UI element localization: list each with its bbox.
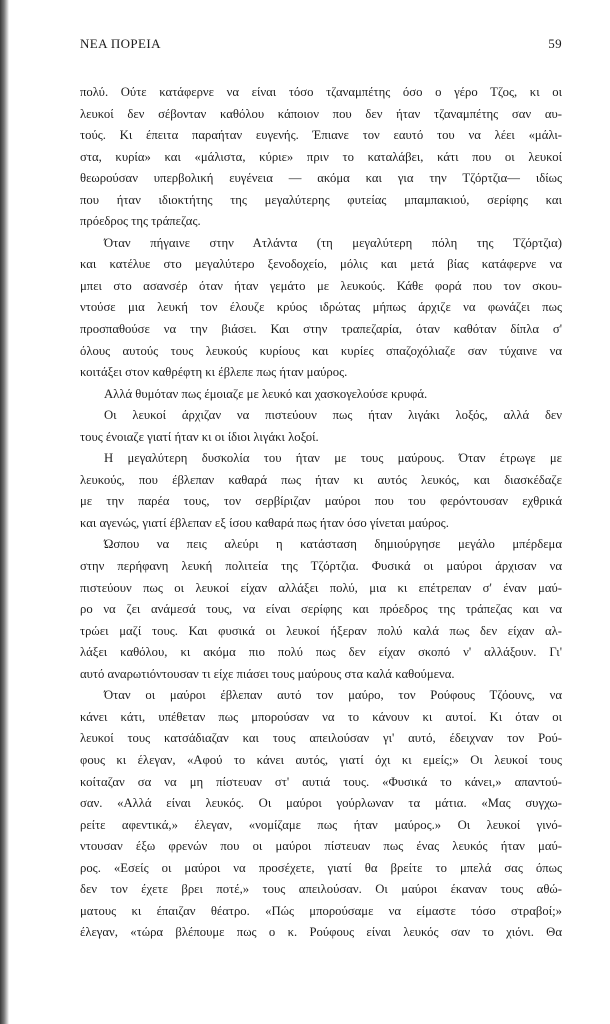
text-line: Όταν πήγαινε στην Ατλάντα (τη μεγαλύτερη πόλη της Τζόρτζια) (104, 235, 562, 250)
text-line: Ώσπου να πεις αλεύρι η κατάσταση δημιούργησε μεγάλο μπέρδεμα (104, 537, 562, 552)
text-line: τούς. Κι έπειτα παραήταν ευγενής. Έπιανε τον εαυτό του να λέει «μάλι- (80, 128, 562, 143)
text-line: λευκοί τους κατσάδιαζαν και τους απειλούσαν γι' αυτό, έδειχναν τον Ρού- (80, 731, 562, 746)
text-line: λάξει καθόλου, κι ακόμα πιο πολύ πως δεν είχαν σκοπό ν' αλλάξουν. Γι' (80, 645, 562, 660)
text-line: όλους αυτούς τους λευκούς κυρίους και κυρίες σπαζοχόλιαζε σαν τύχαινε να (80, 343, 562, 358)
text-line: φους κι έλεγαν, «Αφού το κάνει αυτός, γιατί όχι κι εμείς;» Οι λευκοί τους (80, 752, 562, 767)
running-header (80, 36, 562, 54)
text-line: στην περήφανη λευκή πολιτεία της Τζόρτζια. Φυσικά οι μαύροι άρχισαν να (80, 559, 562, 574)
text-line: τρώει μαζί τους. Και φυσικά οι λευκοί ήξεραν πολύ καλά πως δεν είχαν αλ- (80, 623, 562, 638)
text-line: έλεγαν, «τώρα βλέπουμε πως ο κ. Ρούφους είναι λευκός σαν το χιόνι. Θα (80, 925, 562, 940)
running-title: ΝΕΑ ΠΟΡΕΙΑ (80, 36, 161, 51)
text-line: ρείτε αφεντικά,» έλεγαν, «νομίζαμε πως ήταν μαύρος.» Οι λευκοί γινό- (80, 817, 562, 832)
text-line: κοίταζαν σα να μη πίστευαν στ' αυτιά τους. «Φυσικά το κάνει,» απαντού- (80, 774, 562, 789)
text-line: που ήταν ιδιοκτήτης της μεγαλύτερης φυτείας μπαμπακιού, σερίφης και (80, 192, 562, 207)
text-line: με την παρέα τους, τον σερβίριζαν μαύροι που του φερόντουσαν εχθρικά (80, 494, 562, 509)
text-line: ντούσε μια λευκή τον έλουζε κρύος ιδρώτας μήπως άρχιζε να φωνάζει πως (80, 300, 562, 315)
text-line: αυτό αναρωτιόντουσαν τι είχε πιάσει τους μαύρους στα καλά καθούμενα. (80, 666, 455, 681)
text-line: μπει στο ασανσέρ όταν ήταν γεμάτο με λευκούς. Κάθε φορά που τον σκου- (80, 278, 562, 293)
text-line: λευκούς, που έβλεπαν καθαρά πως ήταν κι αυτός λευκός, και διασκέδαζε (80, 472, 562, 487)
text-line: ρο να ζει ανάμεσά τους, να είναι σερίφης και πρόεδρος της τράπεζας και να (80, 602, 562, 617)
page-number: 59 (548, 36, 562, 51)
text-line: πολύ. Ούτε κατάφερνε να είναι τόσο τζαναμπέτης όσο ο γέρο Τζος, κι οι (80, 85, 562, 99)
text-line: Αλλά θυμόταν πως έμοιαζε με λευκό και χασκογελούσε κρυφά. (104, 386, 428, 401)
text-line: ρος. «Εσείς οι μαύροι να προσέχετε, γιατί θα βρείτε το μπελά σας όπως (80, 860, 562, 875)
page-edge-shadow (0, 0, 9, 1024)
text-line: πρόεδρος της τράπεζας. (80, 214, 201, 229)
text-line: πιστεύουν πως οι λευκοί είχαν αλλάξει πολύ, μια κι επέτρεπαν σ' έναν μαύ- (80, 580, 562, 595)
text-line: κάνει κάτι, υπέθεταν πως μπορούσαν να το κάνουν κι αυτοί. Κι όταν οι (80, 709, 562, 724)
body-text (80, 82, 562, 944)
text-line: θεωρούσαν υπερβολική ευγένεια — ακόμα και για την Τζόρτζια— ιδίως (80, 171, 562, 186)
text-line: τους ένοιαζε γιατί ήταν κι οι ίδιοι λιγάκι λοξοί. (80, 429, 319, 444)
text-line: στα, κυρία» και «μάλιστα, κύριε» πριν το καταλάβει, κάτι που οι λευκοί (80, 149, 562, 164)
text-line: ντουσαν έξω φρενών που οι μαύροι πίστευαν πως ένας λευκός ήταν μαύ- (80, 839, 562, 854)
text-line: Όταν οι μαύροι έβλεπαν αυτό τον μαύρο, τον Ρούφους Τζόουνς, να (104, 688, 562, 703)
text-line: σαν. «Αλλά είναι λευκός. Οι μαύροι γούρλωναν τα μάτια. «Μας συγχω- (80, 796, 562, 811)
text-line: Η μεγαλύτερη δυσκολία του ήταν με τους μαύρους. Όταν έτρωγε με (104, 451, 562, 466)
text-line: Οι λευκοί άρχιζαν να πιστεύουν πως ήταν λιγάκι λοξός, αλλά δεν (104, 408, 562, 423)
text-line: ματους κι έπαιζαν θέατρο. «Πώς μπορούσαμε να είμαστε τόσο στραβοί;» (80, 903, 562, 918)
text-line: κοιτάξει στον καθρέφτη κι έβλεπε πως ήταν μαύρος. (80, 365, 348, 380)
text-line: δεν τον έχετε βρει ποτέ,» τους απειλούσαν. Οι μαύροι έκαναν τους αθώ- (80, 882, 562, 897)
text-line: λευκοί δεν σέβονταν καθόλου κάποιον που δεν ήταν τζαναμπέτης σαν αυ- (80, 106, 562, 121)
text-line: προσπαθούσε να την βιάσει. Και στην τραπεζαρία, όταν καθόταν δίπλα σ' (80, 322, 562, 337)
text-line: και κατέλυε στο μεγαλύτερο ξενοδοχείο, μόλις και μετά βίας κατάφερνε να (80, 257, 562, 272)
text-line: και αγενώς, γιατί έβλεπαν εξ ίσου καθαρά πως ήταν όσο γίνεται μαύρος. (80, 515, 449, 530)
